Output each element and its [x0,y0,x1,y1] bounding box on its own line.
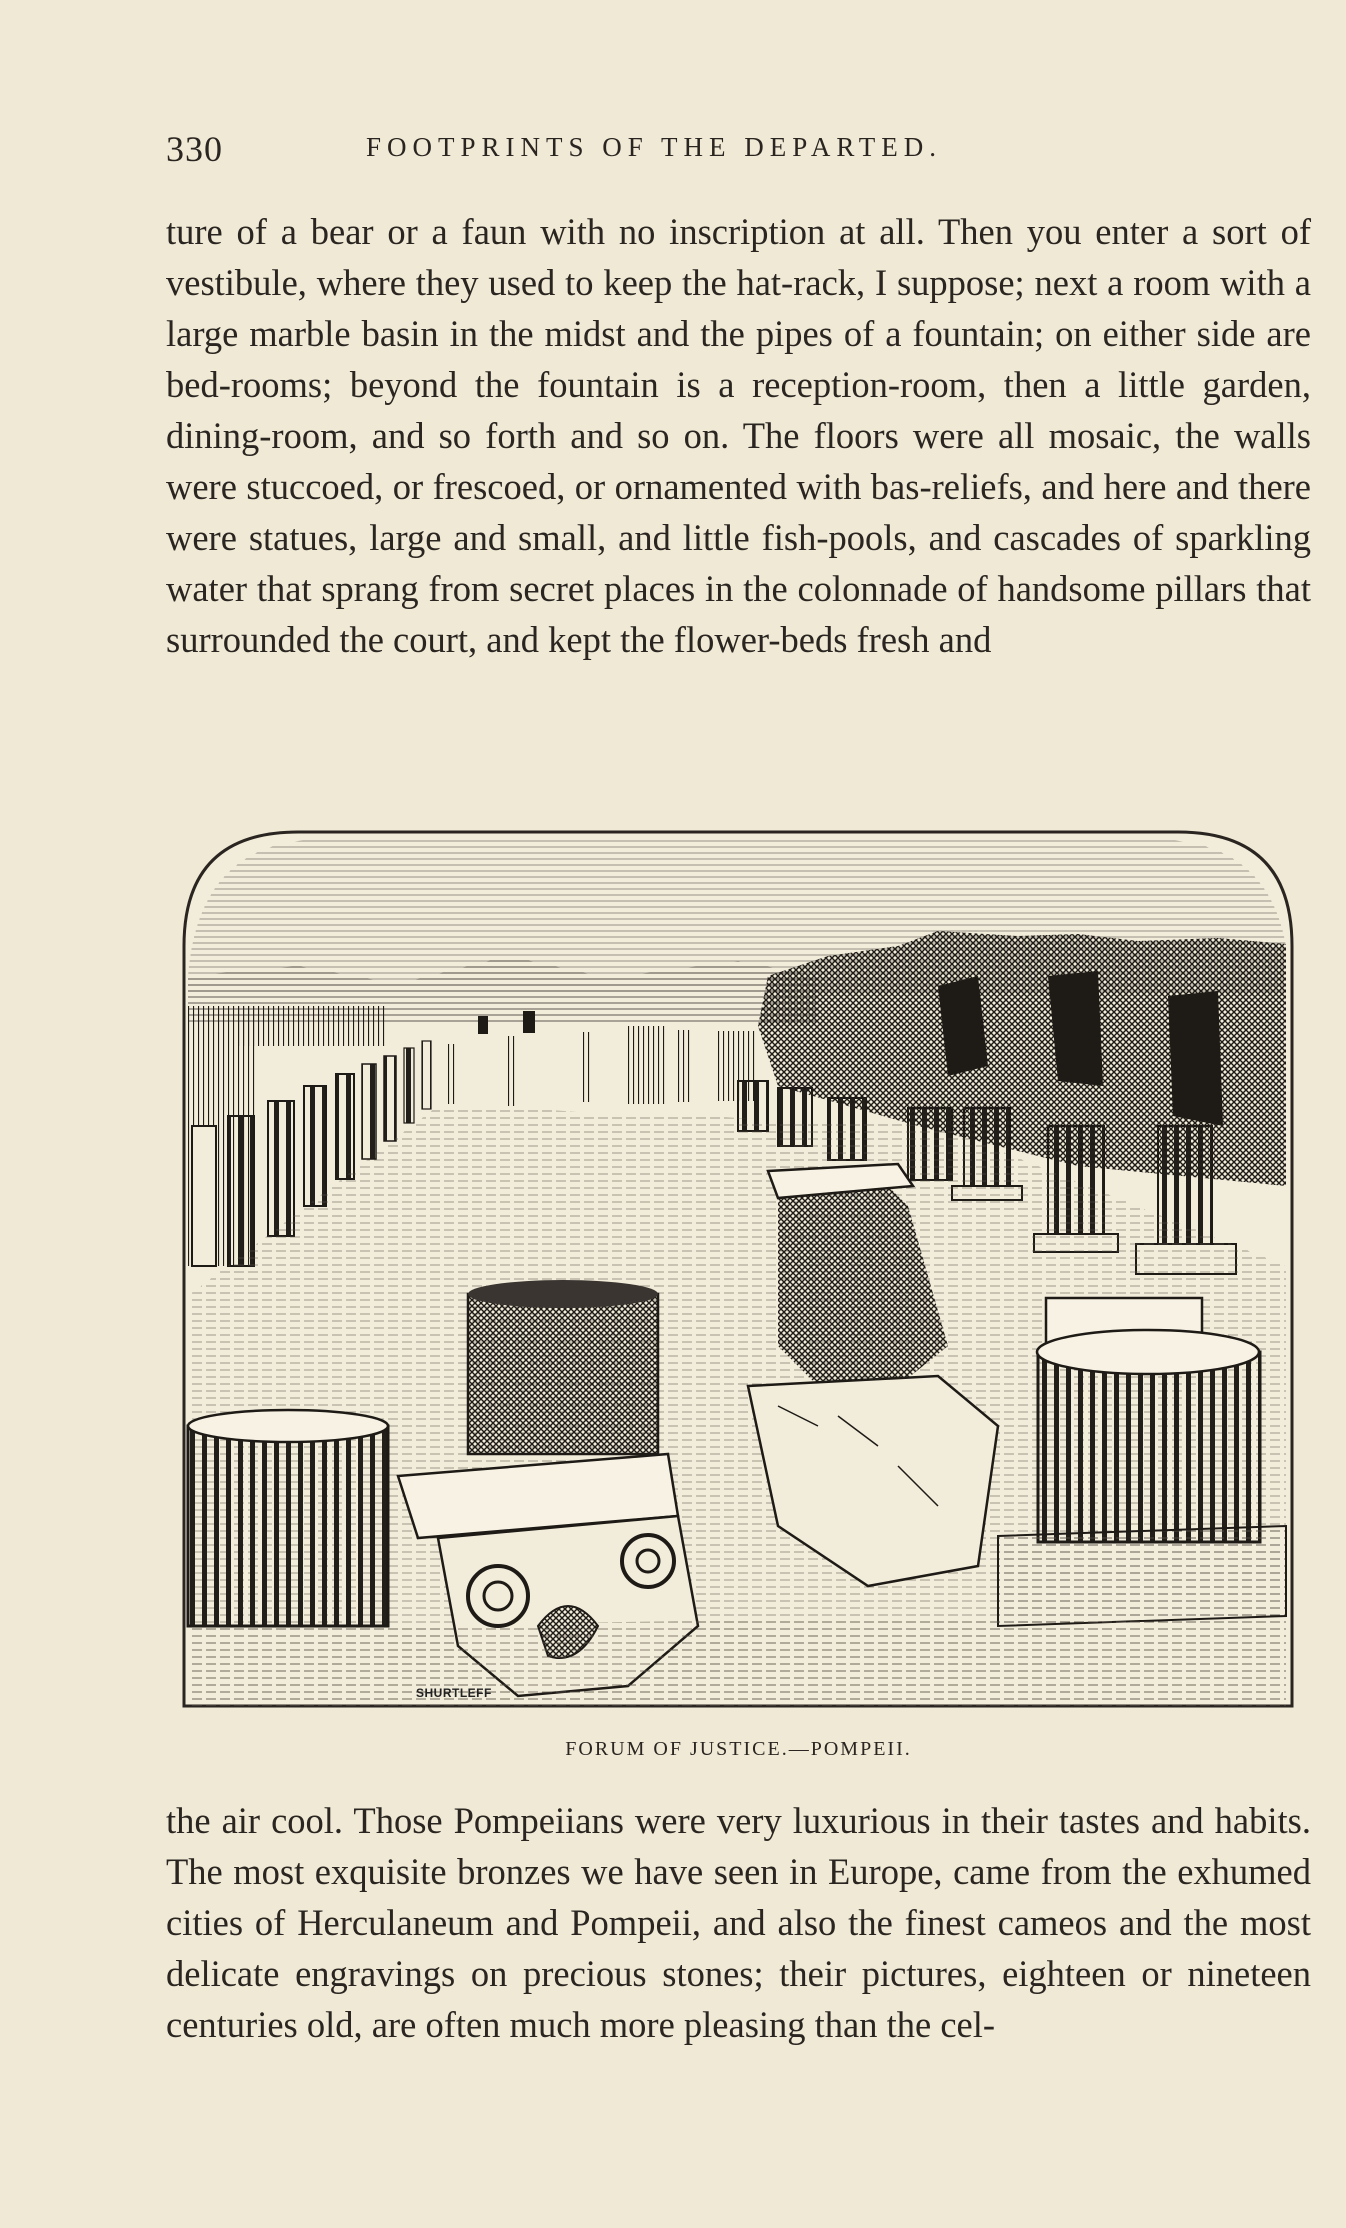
page-header [166,128,1316,172]
page-number: 330 [166,129,223,169]
body-paragraph-top: ture of a bear or a faun with no inscription at all. Then you enter a sort of vestibule, where they used to keep the hat-rack, I suppose; next a room with a large marble basin in the midst and the pipes of a fountain; on either side are bed-rooms; beyond the fountain is a reception-room, then a little garden, dining-room, and so forth and so on. The floors were all mosaic, the walls were stuccoed, or frescoed, or ornamented with bas-reliefs, and here and there were statues, large and small, and little fish-pools, and cascades of sparkling water that sprang from secret places in the colonnade of handsome pillars that surrounded the court, and kept the flower-beds fresh and [166,211,1311,660]
running-title: FOOTPRINTS OF THE DEPARTED. [366,132,942,162]
engraving-illustration [178,826,1298,1718]
figure-caption: FORUM OF JUSTICE.—POMPEII. [565,1738,912,1760]
engraver-signature: SHURTLEFF [416,1686,492,1700]
engraving-forum-ruins [178,826,1298,1718]
body-paragraph-bottom: the air cool. Those Pompeiians were very luxurious in their tastes and habits. The most exquisite bronzes we have seen in Europe, came from the exhumed cities of Herculaneum and Pompeii, and also the finest cameos and the most delicate engravings on precious stones; their pictures, eighteen or nineteen centuries old, are often much more pleasing than the cel- [166,1800,1311,2045]
